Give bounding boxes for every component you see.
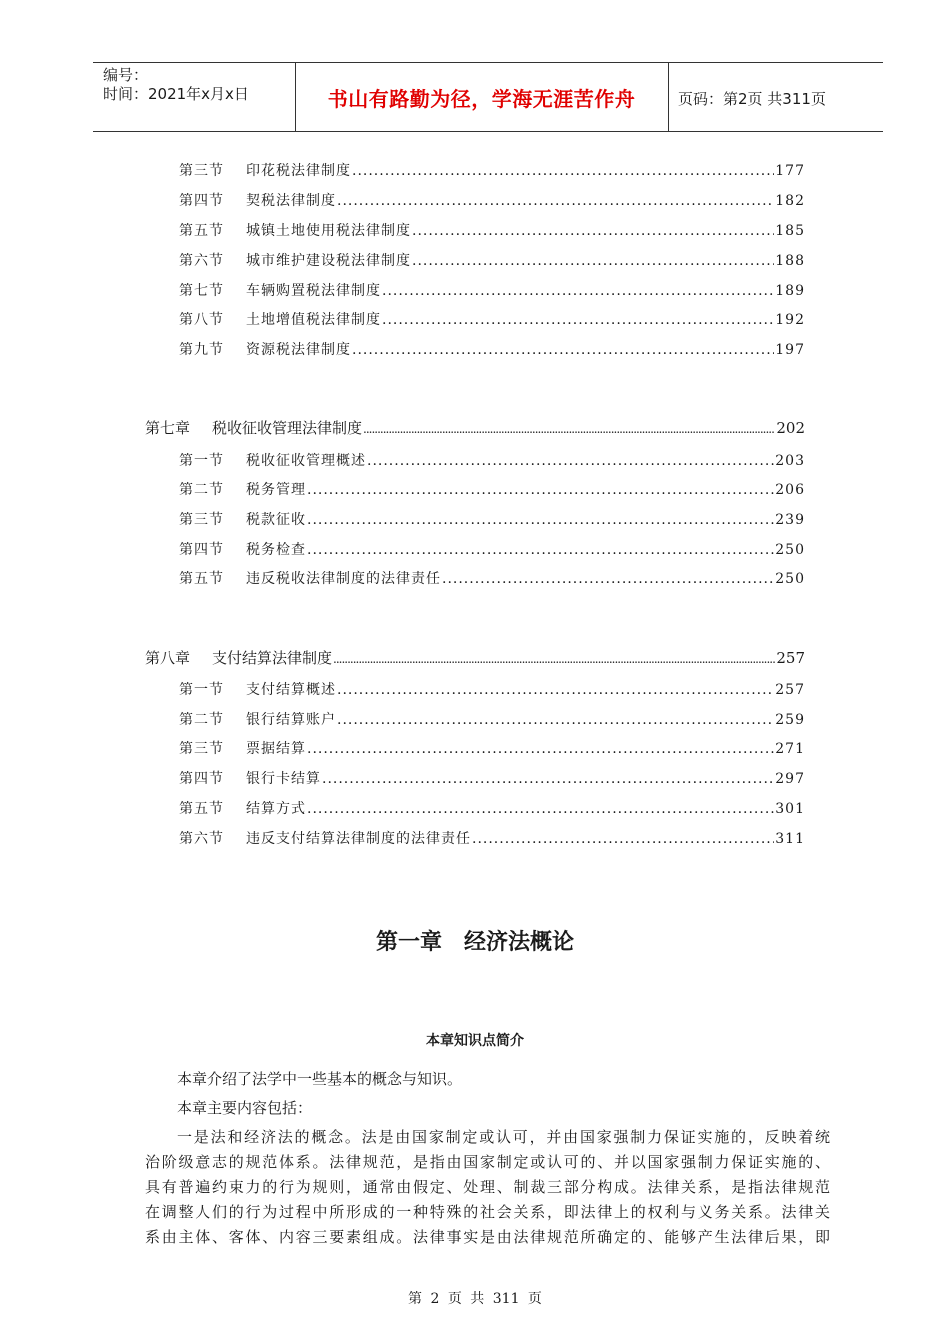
toc-entry-page: 259: [775, 712, 805, 728]
toc-entry-page: 239: [775, 512, 805, 528]
toc-entry[interactable]: [179, 479, 805, 499]
header-number-label: 编号：: [103, 66, 149, 84]
toc-entry-page: 182: [775, 193, 805, 209]
toc-entry-title: 税务管理: [246, 482, 306, 498]
toc-entry-title: 银行结算账户: [246, 712, 336, 728]
toc-entry-title: 资源税法律制度: [246, 342, 351, 358]
toc-entry[interactable]: [179, 568, 805, 588]
toc-entry-label: 第七节: [179, 283, 224, 299]
toc-entry-label: 第五节: [179, 571, 224, 587]
toc-entry[interactable]: [179, 450, 805, 470]
toc-entry-label: 第四节: [179, 193, 224, 209]
toc-entry[interactable]: [179, 768, 805, 788]
toc-entry[interactable]: [179, 509, 805, 529]
toc-entry-label: 第五节: [179, 801, 224, 817]
toc-entry-page: 189: [775, 283, 805, 299]
toc-leader-dots: [367, 453, 774, 469]
toc-entry-page: 311: [775, 831, 805, 847]
toc-entry-title: 税收征收管理概述: [246, 453, 366, 469]
toc-chapter-page: 202: [776, 419, 805, 437]
chapter-title: 第一章 经济法概论: [375, 930, 574, 955]
toc-chapter-page: 257: [776, 649, 805, 667]
toc-chapter-entry[interactable]: [145, 417, 805, 438]
toc-chapter-label: 第八章: [145, 649, 191, 667]
toc-entry-label: 第六节: [179, 253, 224, 269]
toc-entry[interactable]: [179, 160, 805, 180]
page-header: [93, 62, 883, 132]
toc-entry[interactable]: [179, 539, 805, 559]
paragraph-line: 系由主体、客体、内容三要素组成。法律事实是由法律规范所确定的、能够产生法律后果，即: [145, 1228, 830, 1246]
paragraph-line: 一是法和经济法的概念。法是由国家制定或认可，并由国家强制力保证实施的，反映着统: [177, 1128, 830, 1146]
toc-entry-page: 197: [775, 342, 805, 358]
toc-entry-title: 银行卡结算: [246, 771, 321, 787]
toc-entry[interactable]: [179, 190, 805, 210]
toc-entry-label: 第三节: [179, 741, 224, 757]
toc-entry[interactable]: [179, 280, 805, 300]
toc-entry-title: 票据结算: [246, 741, 306, 757]
toc-leader-dots: [307, 741, 774, 757]
toc-leader-dots: [307, 512, 774, 528]
toc-chapter-title: 支付结算法律制度: [212, 649, 333, 667]
section-title: 本章知识点简介: [426, 1033, 524, 1049]
toc-leader-dots: [337, 712, 774, 728]
toc-entry-title: 结算方式: [246, 801, 306, 817]
header-time-label: 时间：2021年x月x日: [103, 85, 249, 103]
toc-entry-page: 203: [775, 453, 805, 469]
paragraph: 本章介绍了法学中一些基本的概念与知识。: [177, 1070, 463, 1088]
toc-entry-page: 185: [775, 223, 805, 239]
toc-entry-label: 第五节: [179, 223, 224, 239]
toc-leader-dots: [352, 163, 774, 179]
toc-entry-label: 第四节: [179, 771, 224, 787]
toc-entry[interactable]: [179, 679, 805, 699]
toc-entry[interactable]: [179, 709, 805, 729]
toc-leader-dots: [412, 223, 774, 239]
toc-leader-dots: [307, 801, 774, 817]
page-footer: 第 2 页 共 311 页: [408, 1291, 542, 1307]
paragraph-line: 在调整人们的行为过程中所形成的一种特殊的社会关系，即法律上的权利与义务关系。法律关: [145, 1203, 830, 1221]
toc-leader-dots: [337, 682, 774, 698]
toc-entry[interactable]: [179, 220, 805, 240]
toc-entry-label: 第八节: [179, 312, 224, 328]
toc-entry[interactable]: [179, 309, 805, 329]
toc-leader-dots: [382, 312, 774, 328]
toc-entry-title: 违反税收法律制度的法律责任: [246, 571, 441, 587]
toc-entry-title: 违反支付结算法律制度的法律责任: [246, 831, 471, 847]
toc-entry[interactable]: [179, 828, 805, 848]
toc-entry-label: 第三节: [179, 163, 224, 179]
toc-entry[interactable]: [179, 798, 805, 818]
toc-leader-dots: [412, 253, 774, 269]
toc-entry-page: 257: [775, 682, 805, 698]
header-motto: 书山有路勤为径，学海无涯苦作舟: [327, 87, 636, 111]
toc-entry-label: 第一节: [179, 453, 224, 469]
toc-entry-title: 土地增值税法律制度: [246, 312, 381, 328]
toc-leader-dots: [307, 542, 774, 558]
toc-entry-label: 第四节: [179, 542, 224, 558]
toc-entry-title: 税款征收: [246, 512, 306, 528]
toc-entry-page: 188: [775, 253, 805, 269]
toc-entry-label: 第六节: [179, 831, 224, 847]
paragraph: 本章主要内容包括：: [177, 1099, 313, 1117]
toc-entry-title: 契税法律制度: [246, 193, 336, 209]
toc-leader-dots: [442, 571, 774, 587]
toc-entry-page: 177: [775, 163, 805, 179]
toc-leader-dots: [337, 193, 774, 209]
toc-entry-page: 297: [775, 771, 805, 787]
toc-entry-page: 206: [775, 482, 805, 498]
toc-entry-page: 271: [775, 741, 805, 757]
toc-entry-title: 税务检查: [246, 542, 306, 558]
toc-entry-label: 第一节: [179, 682, 224, 698]
toc-entry-label: 第二节: [179, 712, 224, 728]
header-page-info: 页码：第2页 共311页: [678, 90, 826, 108]
toc-entry-label: 第三节: [179, 512, 224, 528]
toc-chapter-entry[interactable]: [145, 647, 805, 668]
toc-entry-label: 第九节: [179, 342, 224, 358]
toc-leader-dots: [363, 419, 775, 437]
toc-entry-title: 支付结算概述: [246, 682, 336, 698]
toc-entry-title: 印花税法律制度: [246, 163, 351, 179]
toc-leader-dots: [322, 771, 774, 787]
toc-entry-page: 192: [775, 312, 805, 328]
toc-entry[interactable]: [179, 738, 805, 758]
toc-leader-dots: [307, 482, 774, 498]
toc-entry-title: 车辆购置税法律制度: [246, 283, 381, 299]
toc-leader-dots: [352, 342, 774, 358]
toc-entry-page: 250: [775, 542, 805, 558]
toc-chapter-title: 税收征收管理法律制度: [212, 419, 363, 437]
toc-entry-title: 城市维护建设税法律制度: [246, 253, 411, 269]
paragraph-line: 治阶级意志的规范体系。法律规范，是指由国家制定或认可的、并以国家强制力保证实施的、: [145, 1153, 830, 1171]
toc-entry-page: 250: [775, 571, 805, 587]
toc-entry[interactable]: [179, 250, 805, 270]
toc-leader-dots: [333, 649, 775, 667]
paragraph-line: 具有普遍约束力的行为规则，通常由假定、处理、制裁三部分构成。法律关系，是指法律规范: [145, 1178, 830, 1196]
header-meta: [103, 66, 249, 104]
header-divider: [668, 63, 669, 131]
toc-leader-dots: [472, 831, 774, 847]
toc-leader-dots: [382, 283, 774, 299]
toc-entry-title: 城镇土地使用税法律制度: [246, 223, 411, 239]
toc-entry[interactable]: [179, 339, 805, 359]
toc-chapter-label: 第七章: [145, 419, 191, 437]
toc-entry-page: 301: [775, 801, 805, 817]
toc-entry-label: 第二节: [179, 482, 224, 498]
